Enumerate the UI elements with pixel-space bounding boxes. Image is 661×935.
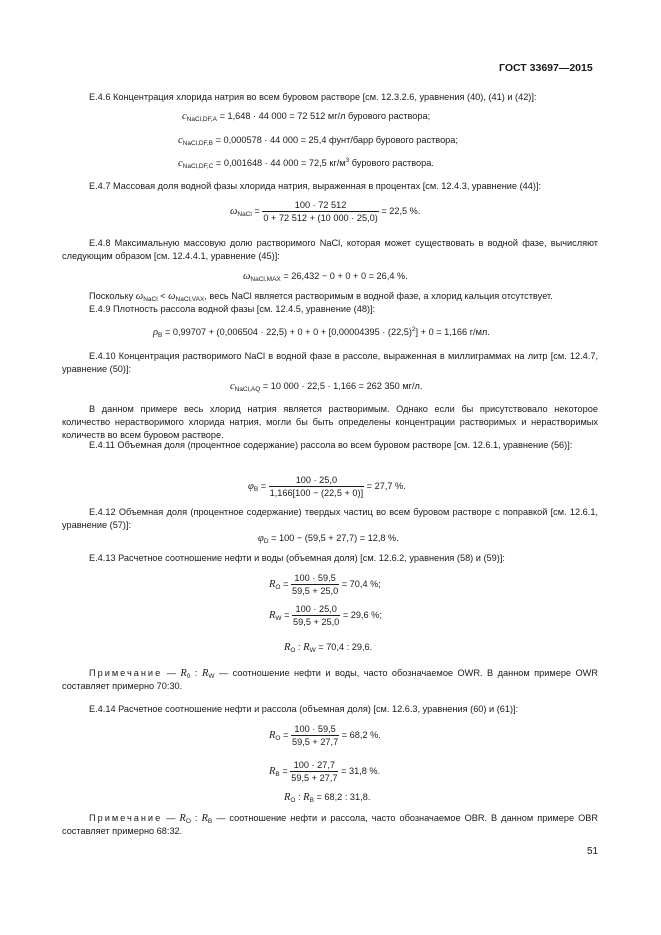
- equation-c-nacl-df-a: $c_{NaCl,DF,A} = 1,648 \cdot 44$ 000 = 72 512 мг/л бурового раствора;: [182, 111, 431, 123]
- fraction: $\frac{100 \cdot 59,5}{59,5 + 25,0}$: [291, 573, 339, 596]
- equation-phi-b: $\varphi_B$ = $\frac{100 \cdot 25,0}{1,166[100 - (22,5 + 0)]}$ = 27,7 %.: [248, 475, 406, 498]
- equation-omega-nacl: $\omega_{NaCl}$ = $\frac{100 \cdot 72 512}{0 + 72 512 + (10 000 \cdot 25,0)}$ = 22,5 %.: [230, 200, 421, 223]
- since-statement: Поскольку $\omega_{NaCl} < \omega_{NaCl,VAX}$, весь NaCl является растворимым в водной фазе, а хлорид кальция отсутствует.: [89, 291, 553, 303]
- section-e412-text: Е.4.12 Объемная доля (процентное содержание) твердых частиц во всем буровом растворе с поправкой [см. 12.6.1, уравнение (57)]:: [62, 507, 598, 530]
- fraction: $\frac{100 \cdot 25,0}{59,5 + 25,0}$: [293, 604, 340, 627]
- section-e411-text: Е.4.11 Объемная доля (процентное содержание) рассола во всем буровом растворе [см. 12.6.1, уравнение (56)]:: [89, 440, 573, 450]
- fraction: $\frac{100 \cdot 72 512}{0 + 72 512 + (10 000 \cdot 25,0)}$: [263, 200, 378, 223]
- fraction: $\frac{100 \cdot 25,0}{1,166[100 - (22,5 + 0)]}$: [269, 475, 364, 498]
- equation-c-nacl-df-c: $c_{NaCl,DF,C} = 0,001648 \cdot 44$ 000 = 72,5 $кг/м^3$ бурового раствора.: [178, 157, 434, 170]
- fraction: $\frac{100 \cdot 27,7}{59,5 + 27,7}$: [291, 760, 338, 783]
- equation-omega-nacl-max: $\omega_{NaCl,MAX} = 26,432 - 0 + 0 + 0 = 26,4$ %.: [243, 271, 408, 283]
- equation-obr-ratio: $R_O$ : $R_B = 68,2$ : 31,8.: [284, 792, 371, 804]
- section-e414-text: Е.4.14 Расчетное соотношение нефти и рассола (объемная доля) [см. 12.6.3, уравнения (60) и (61)]:: [89, 704, 519, 714]
- section-e410-text: Е.4.10 Концентрация растворимого NaCl в водной фазе в рассоле, выраженная в миллиграммах на литр [см. 12.4.7, уравнение (50)]:: [62, 351, 598, 374]
- equation-phi-d: $\varphi_D = 100 - (59,5 + 27,7) = 12,8$ %.: [258, 533, 399, 545]
- section-e49-text: Е.4.9 Плотность рассола водной фазы [см. 12.4.5, уравнение (48)]:: [89, 304, 376, 314]
- soluble-note: В данном примере весь хлорид натрия является растворимым. Однако если бы присутствовало некоторое количество нерастворимого хлорида натрия, могли бы быть определены концентрации растворимых и нерастворимых количеств во всем буровом растворе.: [62, 404, 598, 440]
- note-label: Примечание: [89, 668, 163, 678]
- equation-r-o-water: $R_O$ = $\frac{100 \cdot 59,5}{59,5 + 25,0}$ = 70,4 %;: [269, 573, 381, 596]
- document-id: ГОСТ 33697—2015: [499, 62, 593, 74]
- section-e48-text: Е.4.8 Максимальную массовую долю растворимого NaCl, которая может существовать в водной фазе, вычисляют следующим образом [см. 12.4.4.1, уравнение (45)]:: [62, 238, 598, 261]
- note-owr: Примечание — $R_0$ : $R_W$ — соотношение нефти и воды, часто обозначаемое OWR. В данном примере OWR составляет примерно 70:30.: [62, 668, 598, 691]
- equation-r-b: $R_B$ = $\frac{100 \cdot 27,7}{59,5 + 27,7}$ = 31,8 %.: [269, 760, 381, 783]
- section-e47-text: Е.4.7 Массовая доля водной фазы хлорида натрия, выраженная в процентах [см. 12.4.3, уравнение (44)]:: [89, 181, 542, 191]
- equation-c-nacl-aq: $c_{NaCl,AQ} = 10$ 000 · 22,5 · 1,166 = 262 350 мг/л.: [230, 381, 423, 393]
- equation-r-w: $R_W$ = $\frac{100 \cdot 25,0}{59,5 + 25,0}$ = 29,6 %;: [269, 604, 382, 627]
- page-number: 51: [587, 846, 599, 857]
- equation-r-o-brine: $R_O$ = $\frac{100 \cdot 59,5}{59,5 + 27,7}$ = 68,2 %.: [269, 724, 381, 747]
- fraction: $\frac{100 \cdot 59,5}{59,5 + 27,7}$: [291, 724, 339, 747]
- equation-c-nacl-df-b: $c_{NaCl,DF,B} = 0,000578 \cdot 44$ 000 = 25,4 фунт/барр бурового раствора;: [178, 135, 458, 147]
- note-obr: Примечание — $R_O$ : $R_B$ — соотношение нефти и рассола, часто обозначаемое OBR. В данном примере OBR составляет примерно 68:32.: [62, 813, 598, 836]
- section-e46-text: Е.4.6 Концентрация хлорида натрия во всем буровом растворе [см. 12.3.2.6, уравнения (40), (41) и (42)]:: [89, 92, 537, 102]
- equation-owr-ratio: $R_O$ : $R_W = 70,4$ : 29,6.: [284, 642, 373, 654]
- note-label: Примечание: [89, 813, 163, 823]
- equation-rho-b: $\rho_B = 0,99707 + (0,006504 \cdot 22,5) + 0 + 0 + [0,00004395 \cdot (22,5)^2] + 0 = 1,166$ г/мл.: [153, 326, 490, 339]
- section-e413-text: Е.4.13 Расчетное соотношение нефти и воды (объемная доля) [см. 12.6.2, уравнения (58) и (59)]:: [89, 553, 505, 563]
